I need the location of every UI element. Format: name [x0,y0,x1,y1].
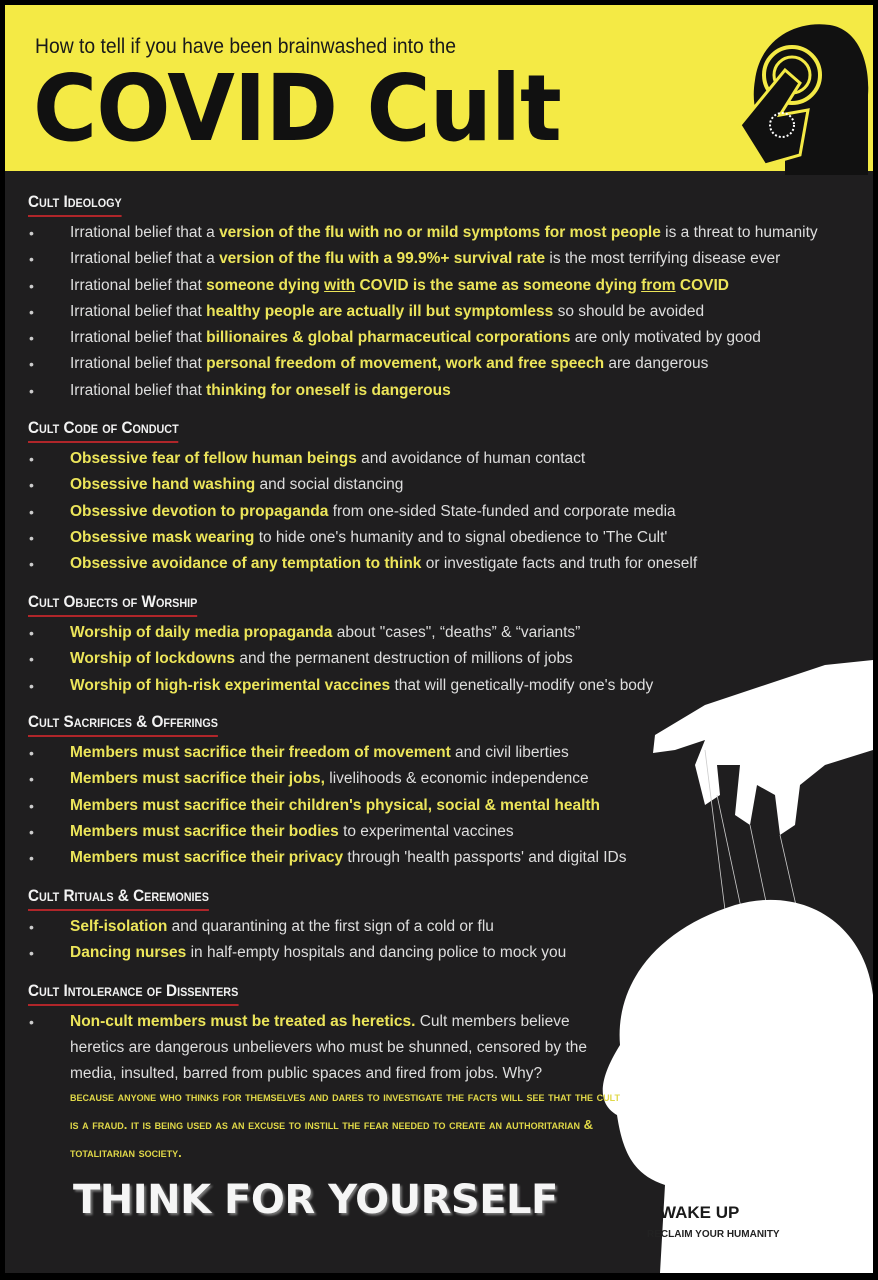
text: Irrational belief that [70,329,207,347]
text: Irrational belief that a [70,250,220,268]
list-item [5,914,566,940]
text: in half-empty hospitals and dancing police to mock you [186,944,567,962]
intolerance-text [70,1009,625,1087]
highlight: Dancing nurses [70,944,187,962]
highlight: Obsessive devotion to propaganda [70,502,329,520]
text: and quarantining at the first sign of a cold or flu [167,918,494,935]
wake-up-label: WAKE UP [660,1203,740,1222]
highlight: personal freedom of movement, work and free speech [206,355,605,373]
list-item [5,499,697,525]
section-heading: Cult Rituals & Ceremonies [28,886,209,911]
text: and social distancing [255,476,404,494]
list-item [5,525,697,551]
list-item [5,766,626,792]
highlight: Worship of daily media propaganda [70,624,333,641]
list-item [5,472,697,498]
section-heading: Cult Objects of Worship [28,592,197,617]
list-item [5,740,626,766]
title: COVID Cult [33,55,561,162]
text: to hide one's humanity and to signal obedience to 'The Cult' [254,528,668,546]
list-item [5,819,626,845]
text: are dangerous [604,355,709,373]
text: Irrational belief that [70,302,207,320]
highlight: version of the flu with a 99.9%+ survival rate [219,250,546,268]
list-item [5,325,818,351]
highlight: Non-cult members must be treated as heretics. [70,1013,416,1030]
list-item [5,446,697,472]
section-heading: Cult Ideology [28,192,122,217]
section-heading: Cult Sacrifices & Offerings [28,712,218,737]
text: Irrational belief that a [70,224,220,241]
text: through 'health passports' and digital IDs [343,849,627,867]
text: to experimental vaccines [338,822,514,840]
list-item [5,551,697,577]
list-item [5,793,626,819]
bullet-list [5,740,626,871]
highlight: thinking for oneself is dangerous [206,381,451,399]
highlight: healthy people are actually ill but symptomless [206,302,554,320]
list-item [5,299,818,325]
text: and civil liberties [450,744,569,761]
text: that will genetically-modify one's body [390,676,654,694]
text: are only motivated by good [570,329,761,347]
highlight: from [641,276,676,294]
highlight: COVID [675,276,729,294]
list-item [5,220,818,246]
highlight: Members must sacrifice their children's physical, social & mental health [70,796,601,814]
list-item [5,273,818,299]
list-item [5,845,626,871]
highlight: Members must sacrifice their privacy [70,849,344,867]
list-item [5,246,818,272]
text: is a threat to humanity [660,224,818,241]
bullet-list [5,914,566,967]
list-item [5,940,566,966]
highlight: Obsessive fear of fellow human beings [70,450,357,467]
text: Cult members believe heretics are dangerous unbelievers who must be shunned, censored by the media, insulted, barred from public spaces and fired from jobs. Why? [70,1013,587,1082]
text: is the most terrifying disease ever [545,250,781,268]
slogan: THINK FOR YOURSELF [73,1177,558,1223]
highlight: COVID is the same as someone dying [355,276,642,294]
list-item [5,351,818,377]
puppeteer-hand [653,660,873,835]
text: and the permanent destruction of millions of jobs [235,650,573,668]
highlight: version of the flu with no or mild symptoms for most people [219,224,661,241]
highlight: Obsessive hand washing [70,476,256,494]
section-heading: Cult Code of Conduct [28,418,179,443]
bullet-list [5,446,697,577]
highlight: Self-isolation [70,918,168,935]
highlight: Obsessive mask wearing [70,528,255,546]
highlight: Worship of high-risk experimental vaccines [70,676,391,694]
subtitle: How to tell if you have been brainwashed into the [35,35,457,58]
text: so should be avoided [553,302,705,320]
list-item [5,646,653,672]
highlight: someone dying [206,276,325,294]
highlight: billionaires & global pharmaceutical corporations [206,329,571,347]
text: from one-sided State-funded and corporate media [328,502,676,520]
highlight: Members must sacrifice their jobs, [70,770,325,788]
text: Irrational belief that [70,276,207,294]
text: Irrational belief that [70,355,207,373]
highlight: with [324,276,356,294]
section-heading: Cult Intolerance of Dissenters [28,981,238,1006]
text: livelihoods & economic independence [324,770,589,788]
conclusion: because anyone who thinks for themselves and dares to investigate the facts will see that the cult is a fraud. it is being used as an excuse to instill the fear needed to create an authoritarian & totalitarian society. [70,1089,620,1160]
highlight: Members must sacrifice their bodies [70,822,339,840]
text: about "cases", “deaths” & “variants” [332,624,581,641]
highlight: Obsessive avoidance of any temptation to think [70,555,422,573]
list-item [5,673,653,699]
bullet: • [29,1014,34,1030]
highlight: Members must sacrifice their freedom of movement [70,744,451,761]
text: and avoidance of human contact [356,450,586,467]
text: Irrational belief that [70,381,207,399]
reclaim-label: RECLAIM YOUR HUMANITY [647,1229,780,1240]
poster [5,5,873,1273]
text: or investigate facts and truth for oneself [421,555,698,573]
list-item [5,620,653,646]
highlight: Worship of lockdowns [70,650,236,668]
list-item [5,378,818,404]
bullet-list [5,620,653,699]
bullet-list [5,220,818,404]
